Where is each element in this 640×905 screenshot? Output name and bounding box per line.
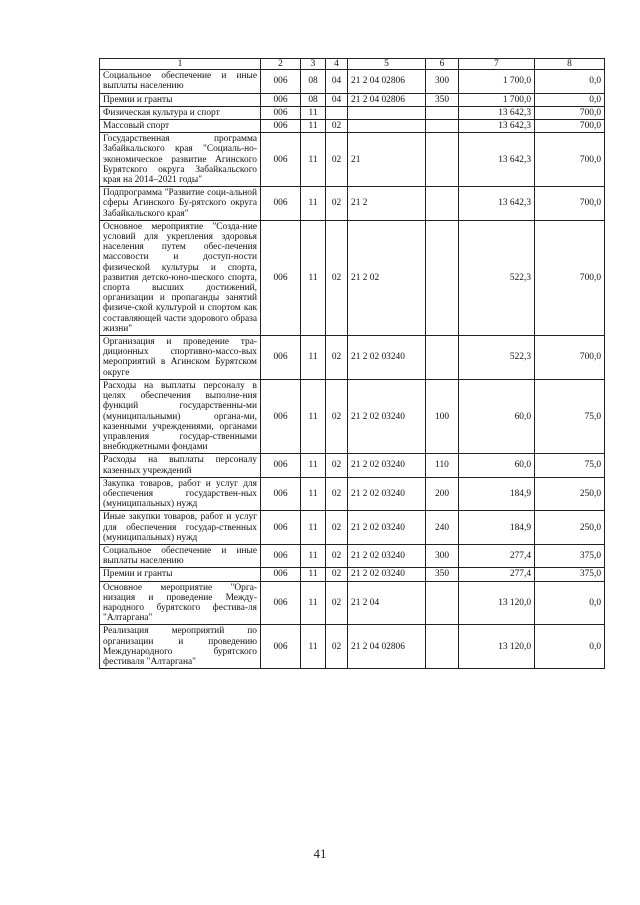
expense-type-cell: 350 [426,568,459,581]
section-code-cell: 11 [301,336,326,380]
subsection-code-cell: 02 [326,220,348,335]
item-name-cell: Массовый спорт [100,120,261,133]
section-code-cell: 11 [301,454,326,477]
amount-year1-cell: 184,9 [459,477,535,511]
grbs-code-cell: 006 [261,106,301,119]
header-cell: 5 [348,59,426,70]
target-article-cell: 21 2 [348,187,426,221]
expense-type-cell: 300 [426,544,459,567]
grbs-code-cell: 006 [261,93,301,106]
amount-year1-cell: 60,0 [459,454,535,477]
grbs-code-cell: 006 [261,568,301,581]
section-code-cell: 11 [301,511,326,545]
header-cell: 2 [261,59,301,70]
expense-type-cell [426,581,459,625]
target-article-cell: 21 2 02 03240 [348,379,426,453]
amount-year1-cell: 13 642,3 [459,120,535,133]
table-row [100,544,605,567]
subsection-code-cell: 02 [326,454,348,477]
subsection-code-cell: 02 [326,581,348,625]
section-code-cell: 11 [301,581,326,625]
expense-type-cell [426,625,459,669]
header-cell: 7 [459,59,535,70]
amount-year2-cell: 700,0 [535,133,605,187]
target-article-cell: 21 [348,133,426,187]
expense-type-cell [426,133,459,187]
table-row [100,133,605,187]
amount-year2-cell: 700,0 [535,336,605,380]
header-cell: 3 [301,59,326,70]
grbs-code-cell: 006 [261,70,301,93]
grbs-code-cell: 006 [261,120,301,133]
header-cell: 4 [326,59,348,70]
item-name-cell: Подпрограмма "Развитие соци-альной сферы Агинского Бу-рятского округа Забайкальского края" [100,187,261,221]
table-body [100,59,605,669]
subsection-code-cell: 02 [326,544,348,567]
section-code-cell: 11 [301,379,326,453]
subsection-code-cell: 04 [326,70,348,93]
grbs-code-cell: 006 [261,336,301,380]
amount-year2-cell: 75,0 [535,379,605,453]
amount-year2-cell: 0,0 [535,625,605,669]
grbs-code-cell: 006 [261,379,301,453]
amount-year1-cell: 60,0 [459,379,535,453]
subsection-code-cell [326,106,348,119]
section-code-cell: 11 [301,477,326,511]
table-row [100,336,605,380]
table-row [100,120,605,133]
header-cell: 1 [100,59,261,70]
table-header-row [100,59,605,70]
target-article-cell: 21 2 02 03240 [348,336,426,380]
amount-year1-cell: 277,4 [459,568,535,581]
budget-table [99,58,605,669]
amount-year1-cell: 522,3 [459,336,535,380]
subsection-code-cell: 02 [326,120,348,133]
expense-type-cell [426,220,459,335]
target-article-cell: 21 2 02 03240 [348,511,426,545]
expense-type-cell: 300 [426,70,459,93]
target-article-cell: 21 2 02 03240 [348,544,426,567]
section-code-cell: 11 [301,568,326,581]
amount-year2-cell: 700,0 [535,120,605,133]
item-name-cell: Физическая культура и спорт [100,106,261,119]
amount-year2-cell: 75,0 [535,454,605,477]
grbs-code-cell: 006 [261,133,301,187]
expense-type-cell: 100 [426,379,459,453]
item-name-cell: Премии и гранты [100,568,261,581]
target-article-cell: 21 2 04 02806 [348,625,426,669]
expense-type-cell: 200 [426,477,459,511]
table-row [100,70,605,93]
amount-year2-cell: 375,0 [535,544,605,567]
item-name-cell: Организация и проведение тра-диционных спортивно-массо-вых мероприятий в Агинском Бурятском округе [100,336,261,380]
header-cell: 6 [426,59,459,70]
table-row [100,477,605,511]
target-article-cell: 21 2 04 [348,581,426,625]
expense-type-cell: 350 [426,93,459,106]
subsection-code-cell: 02 [326,511,348,545]
item-name-cell: Расходы на выплаты персоналу казенных учреждений [100,454,261,477]
grbs-code-cell: 006 [261,187,301,221]
table-row [100,625,605,669]
amount-year2-cell: 0,0 [535,93,605,106]
subsection-code-cell: 02 [326,477,348,511]
item-name-cell: Закупка товаров, работ и услуг для обеспечения государствен-ных (муниципальных) нужд [100,477,261,511]
subsection-code-cell: 02 [326,187,348,221]
item-name-cell: Премии и гранты [100,93,261,106]
amount-year2-cell: 375,0 [535,568,605,581]
subsection-code-cell: 04 [326,93,348,106]
table-row [100,581,605,625]
item-name-cell: Иные закупки товаров, работ и услуг для обеспечения государ-ственных (муниципальных) нужд [100,511,261,545]
header-cell: 8 [535,59,605,70]
section-code-cell: 11 [301,220,326,335]
target-article-cell: 21 2 02 [348,220,426,335]
section-code-cell: 11 [301,544,326,567]
page-number: 41 [313,846,327,861]
grbs-code-cell: 006 [261,511,301,545]
amount-year1-cell: 1 700,0 [459,70,535,93]
amount-year2-cell: 250,0 [535,477,605,511]
amount-year1-cell: 522,3 [459,220,535,335]
item-name-cell: Государственная программа Забайкальского края "Социаль-но-экономическое развитие Агинского Бурятского округа Забайкальского края на 2014–2021 годы" [100,133,261,187]
grbs-code-cell: 006 [261,477,301,511]
section-code-cell: 08 [301,70,326,93]
section-code-cell: 11 [301,625,326,669]
item-name-cell: Основное мероприятие "Созда-ние условий для укрепления здоровья населения путем обес-печения массовости и доступ-ности физической культуры и спорта, развития детско-юно-шеского спорта, спорта высших достижений, организации и пропаганды занятий физиче-ской культурой и спортом как составляющей части здорового образа жизни" [100,220,261,335]
item-name-cell: Реализация мероприятий по организации и проведению Международного бурятского фестиваля "Алтаргана" [100,625,261,669]
section-code-cell: 11 [301,120,326,133]
grbs-code-cell: 006 [261,625,301,669]
expense-type-cell: 240 [426,511,459,545]
subsection-code-cell: 02 [326,336,348,380]
target-article-cell [348,106,426,119]
expense-type-cell [426,336,459,380]
amount-year1-cell: 184,9 [459,511,535,545]
item-name-cell: Социальное обеспечение и иные выплаты населению [100,544,261,567]
expense-type-cell [426,106,459,119]
amount-year1-cell: 13 642,3 [459,106,535,119]
target-article-cell: 21 2 02 03240 [348,477,426,511]
table-row [100,379,605,453]
table-row [100,568,605,581]
grbs-code-cell: 006 [261,220,301,335]
amount-year1-cell: 277,4 [459,544,535,567]
target-article-cell [348,120,426,133]
grbs-code-cell: 006 [261,544,301,567]
section-code-cell: 11 [301,133,326,187]
table-row [100,106,605,119]
target-article-cell: 21 2 04 02806 [348,70,426,93]
subsection-code-cell: 02 [326,379,348,453]
item-name-cell: Расходы на выплаты персоналу в целях обеспечения выполне-ния функций государственны-ми (муниципальными) органа-ми, казенными учреждениями, органами управления государ-ственными внебюджетными фондами [100,379,261,453]
target-article-cell: 21 2 02 03240 [348,568,426,581]
table-row [100,187,605,221]
grbs-code-cell: 006 [261,454,301,477]
target-article-cell: 21 2 04 02806 [348,93,426,106]
subsection-code-cell: 02 [326,133,348,187]
table-row [100,511,605,545]
amount-year2-cell: 700,0 [535,106,605,119]
section-code-cell: 08 [301,93,326,106]
expense-type-cell [426,120,459,133]
table-row [100,454,605,477]
table-row [100,220,605,335]
amount-year1-cell: 13 120,0 [459,581,535,625]
item-name-cell: Социальное обеспечение и иные выплаты населению [100,70,261,93]
amount-year1-cell: 13 642,3 [459,133,535,187]
target-article-cell: 21 2 02 03240 [348,454,426,477]
table-row [100,93,605,106]
amount-year1-cell: 13 120,0 [459,625,535,669]
amount-year2-cell: 700,0 [535,220,605,335]
item-name-cell: Основное мероприятие "Орга-низация и проведение Между-народного бурятского фестива-ля "Алтаргана" [100,581,261,625]
amount-year2-cell: 0,0 [535,581,605,625]
subsection-code-cell: 02 [326,568,348,581]
amount-year1-cell: 13 642,3 [459,187,535,221]
amount-year1-cell: 1 700,0 [459,93,535,106]
amount-year2-cell: 0,0 [535,70,605,93]
expense-type-cell [426,187,459,221]
expense-type-cell: 110 [426,454,459,477]
subsection-code-cell: 02 [326,625,348,669]
section-code-cell: 11 [301,187,326,221]
section-code-cell: 11 [301,106,326,119]
amount-year2-cell: 250,0 [535,511,605,545]
grbs-code-cell: 006 [261,581,301,625]
amount-year2-cell: 700,0 [535,187,605,221]
